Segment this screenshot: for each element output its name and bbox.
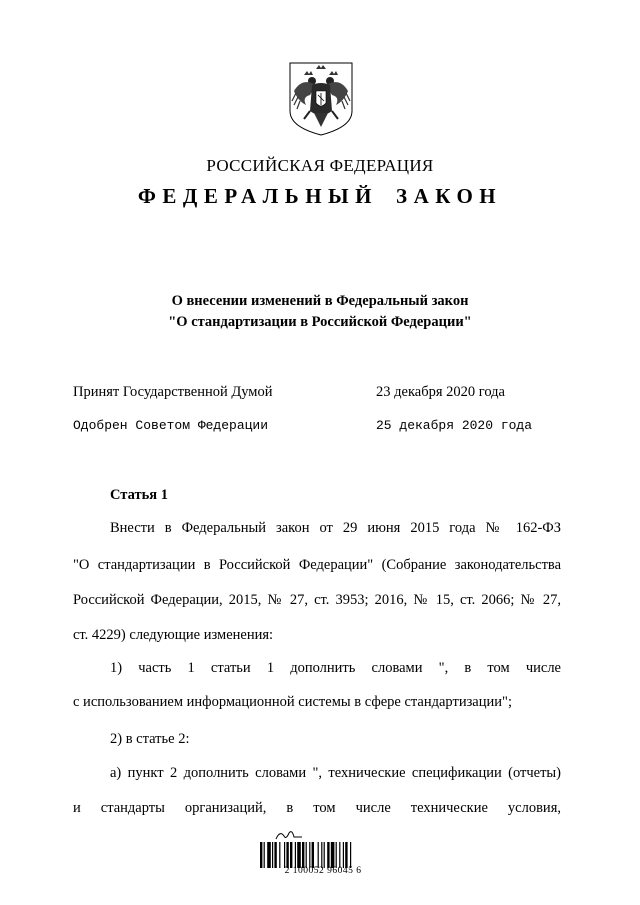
law-title	[0, 291, 640, 333]
document-type-word1: ФЕДЕРАЛЬНЫЙ	[137, 184, 378, 208]
article-line: Российской Федерации, 2015, № 27, ст. 3953; 2016, № 15, ст. 2066; № 27,	[73, 592, 561, 608]
article-line: 2) в статье 2:	[110, 731, 190, 747]
article-line: ст. 4229) следующие изменения:	[73, 627, 274, 643]
article-line: с использованием информационной системы в сфере стандартизации";	[73, 694, 512, 710]
signature-mark	[258, 828, 388, 842]
barcode-bars	[260, 842, 384, 868]
law-title-line2: "О стандартизации в Российской Федерации"	[168, 314, 472, 330]
coat-of-arms-emblem	[288, 61, 354, 137]
document-type	[0, 184, 640, 209]
duma-date: 23 декабря 2020 года	[376, 384, 505, 400]
article-line: "О стандартизации в Российской Федерации" (Собрание законодательства	[73, 557, 561, 573]
council-label: Одобрен Советом Федерации	[73, 418, 269, 433]
article-line: 1) часть 1 статьи 1 дополнить словами ", в том числе	[110, 660, 561, 676]
article-heading: Статья 1	[110, 487, 168, 503]
document-type-word2: ЗАКОН	[396, 184, 503, 208]
duma-label: Принят Государственной Думой	[73, 384, 273, 400]
article-line: Внести в Федеральный закон от 29 июня 2015 года № 162-ФЗ	[110, 520, 561, 536]
barcode	[258, 828, 388, 878]
law-title-line1: О внесении изменений в Федеральный закон	[171, 293, 469, 309]
article-line: а) пункт 2 дополнить словами ", технические спецификации (отчеты)	[110, 765, 561, 781]
council-date: 25 декабря 2020 года	[376, 418, 533, 433]
country-name: РОССИЙСКАЯ ФЕДЕРАЦИЯ	[206, 156, 434, 175]
barcode-number: 2 100052 96045 6	[284, 866, 362, 876]
article-line: и стандарты организаций, в том числе технические условия,	[73, 800, 561, 816]
